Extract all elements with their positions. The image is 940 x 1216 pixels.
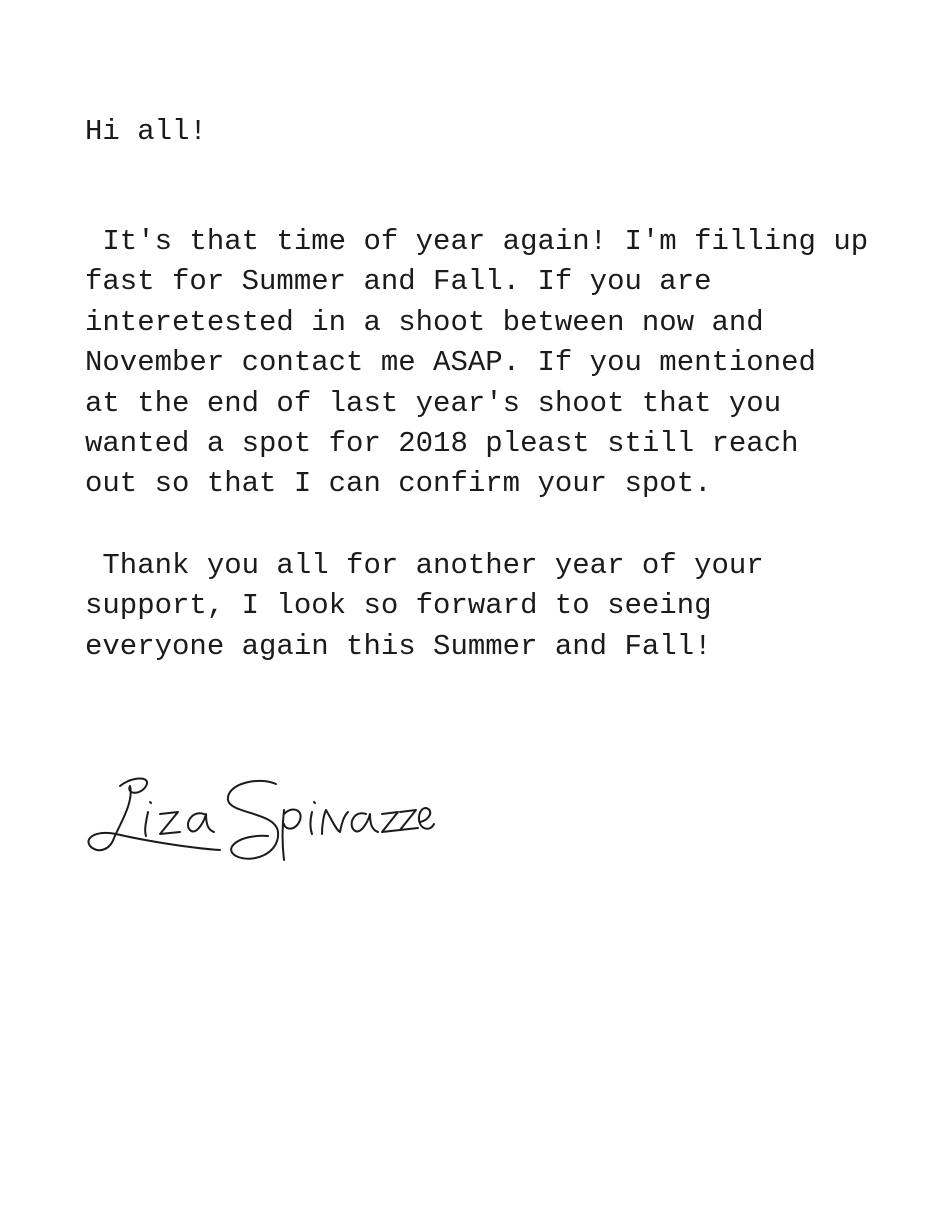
greeting: Hi all! — [85, 115, 207, 148]
paragraph-2-line: support, I look so forward to seeing — [85, 589, 712, 623]
paragraph-1 — [85, 222, 868, 505]
paragraph-1-line: at the end of last year's shoot that you — [85, 386, 782, 420]
paragraph-2 — [85, 546, 764, 667]
paragraph-2-line: Thank you all for another year of your — [85, 549, 764, 582]
paragraph-2-line: everyone again this Summer and Fall! — [85, 629, 712, 663]
paragraph-1-line: fast for Summer and Fall. If you are — [85, 265, 712, 299]
paragraph-1-line: out so that I can confirm your spot. — [85, 467, 712, 501]
paragraph-1-line: November contact me ASAP. If you mentioned — [85, 346, 816, 380]
paragraph-1-line: It's that time of year again! I'm filling up — [85, 225, 869, 258]
paragraph-1-line: wanted a spot for 2018 pleast still reach — [85, 427, 799, 461]
paragraph-1-line: interetested in a shoot between now and — [85, 305, 764, 339]
handwritten-signature — [80, 772, 440, 868]
